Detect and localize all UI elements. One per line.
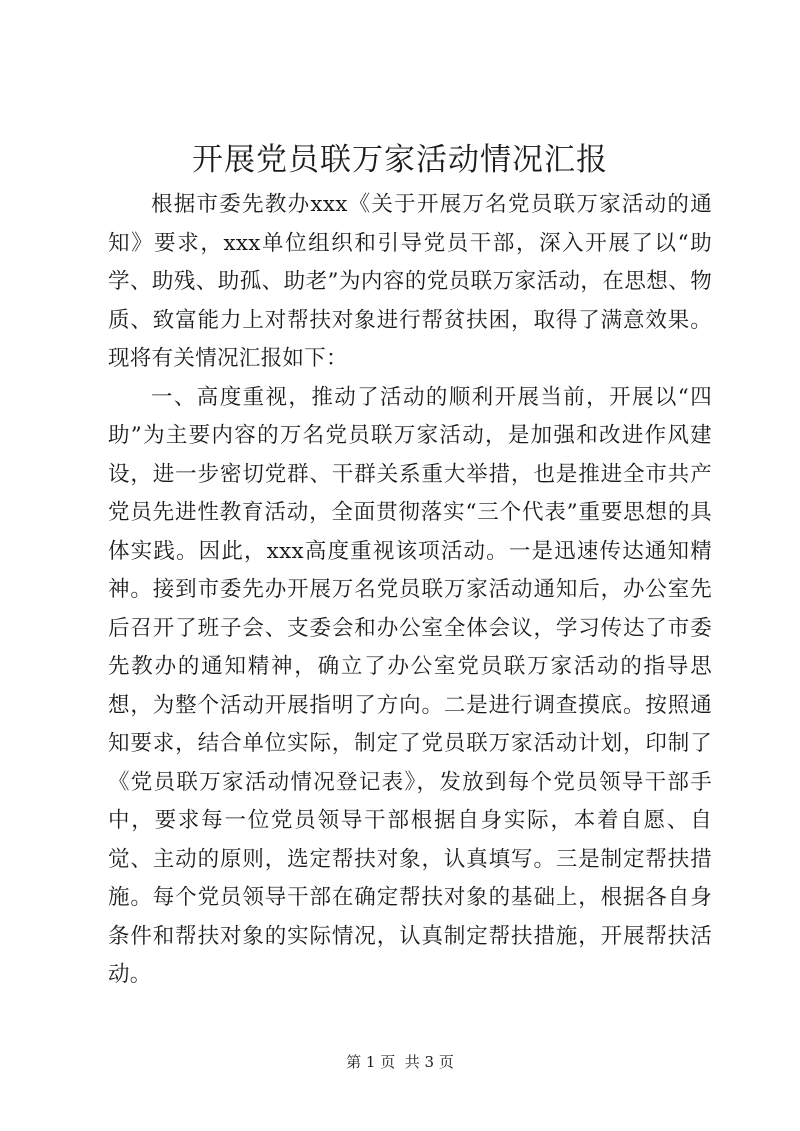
paragraph-intro: 根据市委先教办xxx《关于开展万名党员联万家活动的通知》要求，xxx单位组织和引导党员干部，深入开展了以“助学、助残、助孤、助老”为内容的党员联万家活动，在思想、物质、致富能力上对帮扶对象进行帮贫扶困，取得了满意效果。现将有关情况汇报如下： <box>108 192 712 371</box>
paragraph-section-one: 一、高度重视，推动了活动的顺利开展当前，开展以“四助”为主要内容的万名党员联万家活动，是加强和改进作风建设，进一步密切党群、干群关系重大举措，也是推进全市共产党员先进性教育活动，全面贯彻落实“三个代表”重要思想的具体实践。因此，xxx高度重视该项活动。一是迅速传达通知精神。接到市委先办开展万名党员联万家活动通知后，办公室先后召开了班子会、支委会和办公室全体会议，学习传达了市委先教办的通知精神，确立了办公室党员联万家活动的指导思想，为整个活动开展指明了方向。二是进行调查摸底。按照通知要求，结合单位实际，制定了党员联万家活动计划，印制了《党员联万家活动情况登记表》，发放到每个党员领导干部手中，要求每一位党员领导干部根据自身实际，本着自愿、自觉、主动的原则，选定帮扶对象，认真填写。三是制定帮扶措施。每个党员领导干部在确定帮扶对象的基础上，根据各自身条件和帮扶对象的实际情况，认真制定帮扶措施，开展帮扶活动。 <box>108 384 712 987</box>
page-footer <box>0 1052 800 1072</box>
document-title: 开展党员联万家活动情况汇报 <box>192 142 608 178</box>
page-number-label: 第 1 页 共 3 页 <box>346 1053 454 1071</box>
document-body <box>108 186 712 995</box>
